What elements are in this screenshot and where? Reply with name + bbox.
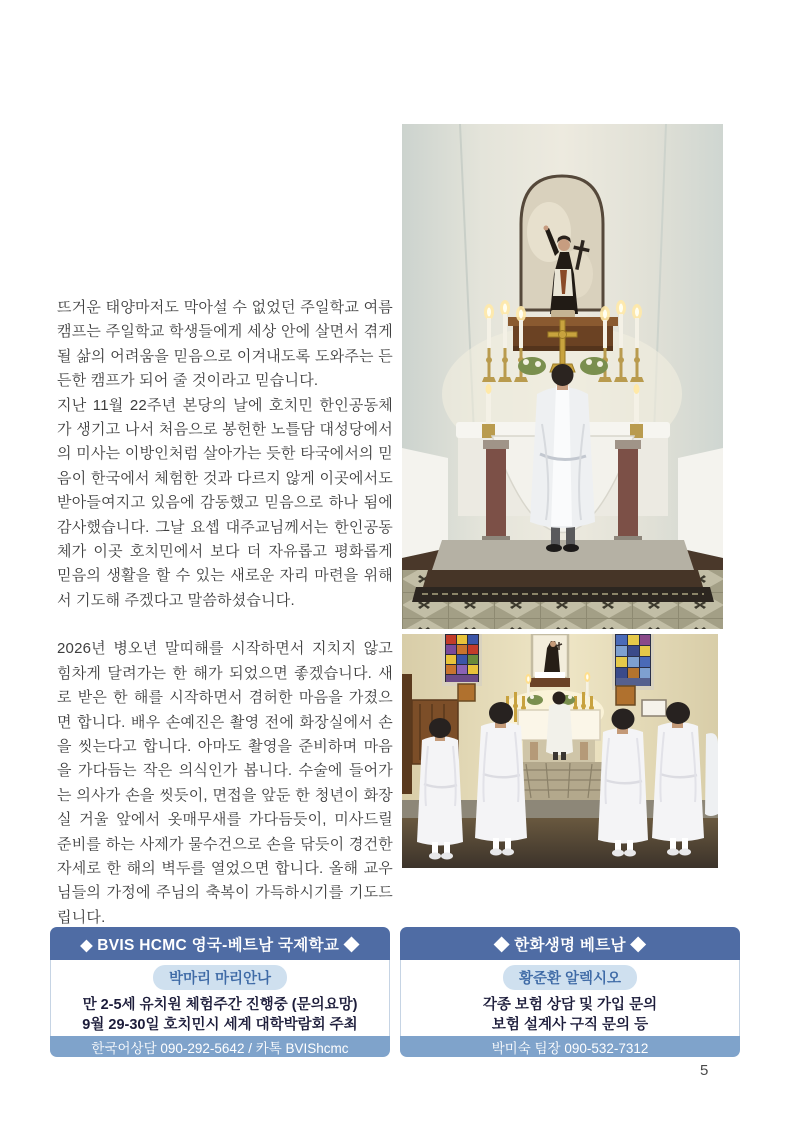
stained-glass-right <box>612 634 654 690</box>
article-paragraph-3: 2026년 병오년 말띠해를 시작하면서 지치지 않고 힘차게 달려가는 한 해가 되었으면 좋겠습니다. 새로 받은 한 해를 시작하면서 겸허한 마음을 가졌으면 합니다. 배우 손예진은 촬영 전에 화장실에서 손을 씻는다고 합니다. 아마도 촬영을 준비하며 마음을 가다듬는 작은 의식인가 봅니다. 수술에 들어가는 의사가 손을 씻듯이, 면접을 앞둔 한 청년이 화장실 거울 앞에서 옷매무새를 가다듬듯이, 미사드릴 준비를 하는 사제가 물수건으로 손을 닦듯이 경건한 자세로 한 해의 벽두를 열었으면 합니다. 올해 교우님들의 가정에 주님의 축복이 가득하시기를 기도드립니다. <box>57 640 393 926</box>
altar-server-1 <box>417 718 463 860</box>
article-text-column <box>57 296 393 930</box>
altar-server-partial <box>705 733 718 816</box>
ad-hanwha-line2: 보험 설계사 구직 문의 등 <box>491 1017 649 1033</box>
sanctuary-floor <box>402 540 723 629</box>
statue-niche-2 <box>530 634 570 687</box>
page-number: 5 <box>700 1062 709 1079</box>
ad-hanwha-contact-badge: 황준환 알렉시오 <box>503 965 637 990</box>
ad-hanwha-header: ◆ 한화생명 베트남 ◆ <box>400 927 740 960</box>
article-paragraph-1: 뜨거운 태양마저도 막아설 수 없었던 주일학교 여름 캠프는 주일학교 학생들에게 세상 안에 살면서 겪게 될 삶의 어려움을 믿음으로 이겨내도록 도와주는 든든한 캠프가 되어 줄 것이라고 믿습니다. <box>57 299 393 390</box>
photo-altar-servers <box>402 634 718 868</box>
ad-bvis-line1: 만 2-5세 유치원 체험주간 진행중 (문의요망) <box>82 997 358 1013</box>
ad-bvis-footer: 한국어상담 090-292-5642 / 카톡 BVIShcmc <box>50 1036 390 1057</box>
ad-hanwha-line1: 각종 보험 상담 및 가입 문의 <box>482 997 658 1013</box>
ad-bvis-line2: 9월 29-30일 호치민시 세계 대학박람회 주최 <box>82 1017 358 1033</box>
stained-glass-left <box>442 634 482 686</box>
ad-bvis-body <box>50 960 390 1036</box>
article-paragraph-2: 지난 11월 22주년 본당의 날에 호치민 한인공동체가 생기고 나서 처음으로 봉헌한 노틀담 대성당에서의 미사는 이방인처럼 살아가는 듯한 타국에서의 믿음이 한국에서 체험한 것과 다르지 않게 이곳에서도 받아들여지고 있음에 감동했고 믿음으로 하나 됨에 감사했습니다. 그날 요셉 대주교님께서는 한인공동체가 이곳 호치민에서 보다 더 자유롭고 평화롭게 믿음의 생활을 할 수 있는 새로운 자리 마련을 위해서 기도해 주겠다고 말씀하셨습니다. <box>57 396 393 609</box>
ad-box-hanwha <box>400 927 740 1057</box>
ad-hanwha-body <box>400 960 740 1036</box>
photo-notre-dame-mass <box>402 124 723 629</box>
ad-bvis-header: ◆ BVIS HCMC 영국-베트남 국제학교 ◆ <box>50 927 390 960</box>
ad-bvis-contact-badge: 박마리 마리안나 <box>153 965 287 990</box>
saint-statue-niche <box>521 176 603 318</box>
ad-hanwha-footer: 박미숙 팀장 090-532-7312 <box>400 1036 740 1057</box>
ad-box-bvis <box>50 927 390 1057</box>
